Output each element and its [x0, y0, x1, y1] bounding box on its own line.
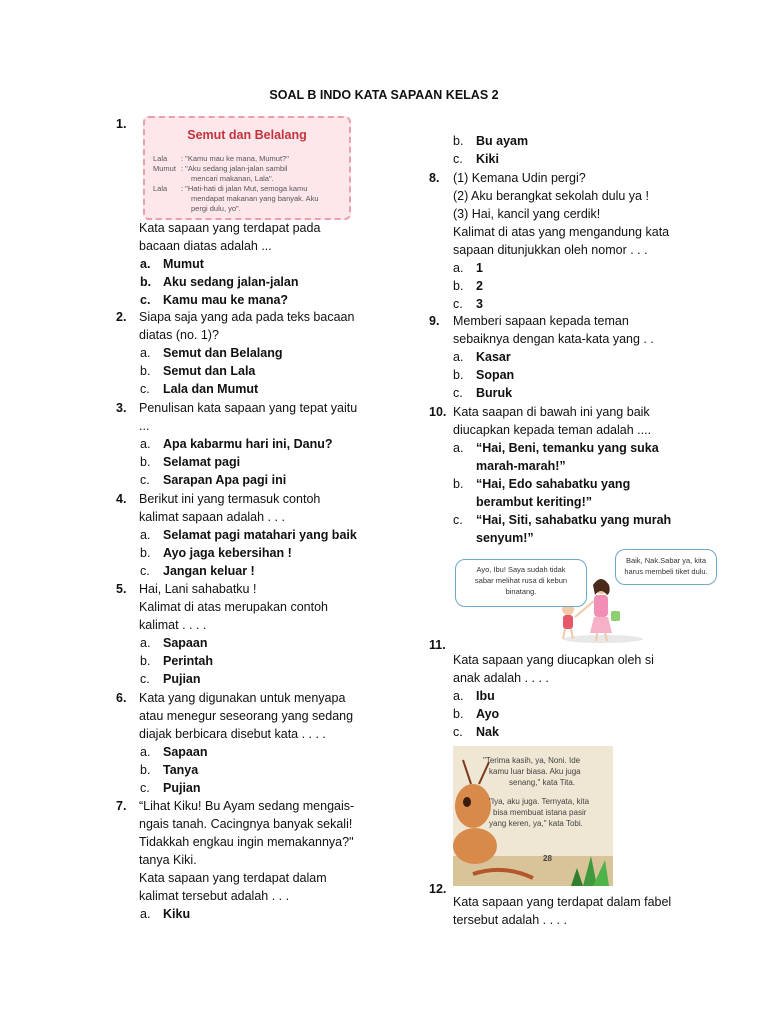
option-text: 2 — [476, 279, 483, 293]
question-stem: Kata yang digunakan untuk menyapa — [139, 691, 346, 705]
story-speech-line: mendapat makanan yang banyak. Aku — [191, 194, 319, 203]
story-speaker: Lala — [153, 154, 168, 163]
option-text: Lala dan Mumut — [163, 382, 259, 396]
option-letter: a. — [140, 437, 151, 451]
option-letter: a. — [453, 261, 464, 275]
option-text: Apa kabarmu hari ini, Danu? — [163, 437, 333, 451]
question-stem: sebaiknya dengan kata-kata yang . . — [453, 332, 654, 346]
option-letter: a. — [140, 745, 151, 759]
page-title: SOAL B INDO KATA SAPAAN KELAS 2 — [269, 88, 499, 102]
question-stem: Kalimat di atas yang mengandung kata — [453, 225, 670, 239]
option-text: Mumut — [163, 257, 204, 271]
option-text: Selamat pagi — [163, 455, 241, 469]
option-text: “Hai, Siti, sahabatku yang murah — [476, 513, 672, 527]
option-letter: b. — [140, 364, 151, 378]
question-stem: tanya Kiki. — [139, 853, 197, 867]
question-number: 1. — [116, 117, 127, 131]
question-number: 5. — [116, 582, 127, 596]
option-letter: a. — [140, 636, 151, 650]
question-stem: Kata saapan di bawah ini yang baik — [453, 405, 650, 419]
story-speaker: Lala — [153, 184, 168, 193]
option-text: Sarapan Apa pagi ini — [163, 473, 287, 487]
question-number: 2. — [116, 310, 127, 324]
fable-text-1 — [483, 755, 581, 788]
option-letter: b. — [140, 455, 151, 469]
fable-line: "Iya, aku juga. Ternyata, kita — [489, 797, 590, 806]
option-text: Nak — [476, 725, 499, 739]
bubble-line: sabar melihat rusa di kebun — [474, 576, 568, 585]
option-text: senyum!” — [476, 531, 534, 545]
option-letter: c. — [140, 672, 150, 686]
question-stem: diucapkan kepada teman adalah .... — [453, 423, 652, 437]
fable-text-2 — [489, 796, 589, 829]
option-text: Semut dan Belalang — [163, 346, 283, 360]
option-letter: c. — [453, 386, 463, 400]
option-letter: b. — [140, 763, 151, 777]
option-letter: b. — [453, 279, 464, 293]
question-stem: (3) Hai, kancil yang cerdik! — [453, 207, 601, 221]
option-text: Semut dan Lala — [163, 364, 256, 378]
option-letter: a. — [140, 346, 151, 360]
question-stem: kalimat sapaan adalah . . . — [139, 510, 285, 524]
option-text: Jangan keluar ! — [163, 564, 255, 578]
question-number: 10. — [429, 405, 447, 419]
option-text: Pujian — [163, 781, 201, 795]
question-stem: Kata sapaan yang terdapat dalam fabel — [453, 895, 672, 909]
question-stem: “Lihat Kiku! Bu Ayam sedang mengais- — [139, 799, 355, 813]
option-text: Kamu mau ke mana? — [163, 293, 289, 307]
option-letter: a. — [453, 441, 464, 455]
option-letter: c. — [453, 297, 463, 311]
question-stem: (1) Kemana Udin pergi? — [453, 171, 586, 185]
question-stem: tersebut adalah . . . . — [453, 913, 567, 927]
option-letter: b. — [453, 707, 464, 721]
option-text: Sopan — [476, 368, 515, 382]
question-stem: diajak berbicara disebut kata . . . . — [139, 727, 326, 741]
option-text: berambut keriting!” — [476, 495, 592, 509]
option-letter: a. — [140, 907, 151, 921]
story-speech-line: pergi dulu, yo". — [191, 204, 241, 213]
fable-line: yang keren, ya," kata Tobi. — [489, 819, 583, 828]
question-number: 8. — [429, 171, 440, 185]
question-stem: kalimat . . . . — [139, 618, 207, 632]
option-letter: b. — [453, 134, 464, 148]
question-stem: (2) Aku berangkat sekolah dulu ya ! — [453, 189, 649, 203]
question-number: 3. — [116, 401, 127, 415]
story-speech-line: : "Aku sedang jalan-jalan sambil — [181, 164, 288, 173]
option-text: “Hai, Beni, temanku yang suka — [476, 441, 659, 455]
question-stem: ... — [139, 419, 150, 433]
option-text: Pujian — [163, 672, 201, 686]
bubble-line: harus membeli tiket dulu. — [624, 567, 708, 576]
option-text: Sapaan — [163, 745, 208, 759]
bubble-line: Baik, Nak.Sabar ya, kita — [625, 556, 707, 565]
story-title: Semut dan Belalang — [187, 128, 307, 142]
fable-page-illustration — [453, 746, 613, 886]
fable-line: "Terima kasih, ya, Noni. Ide — [483, 756, 581, 765]
question-number: 9. — [429, 314, 440, 328]
option-letter: b. — [453, 368, 464, 382]
question-number: 6. — [116, 691, 127, 705]
question-stem: Penulisan kata sapaan yang tepat yaitu — [139, 401, 358, 415]
mother-speech-bubble — [615, 549, 717, 585]
option-letter: b. — [140, 654, 151, 668]
option-text: Aku sedang jalan-jalan — [163, 275, 299, 289]
option-letter: c. — [453, 513, 463, 527]
option-text: Selamat pagi matahari yang baik — [163, 528, 357, 542]
option-letter: a. — [140, 528, 151, 542]
option-letter: c. — [140, 382, 150, 396]
question-stem: Kalimat di atas merupakan contoh — [139, 600, 328, 614]
option-text: Perintah — [163, 654, 214, 668]
fable-line: senang," kata Tita. — [509, 778, 575, 787]
option-letter: c. — [453, 152, 463, 166]
question-stem: ngais tanah. Cacingnya banyak sekali! — [139, 817, 353, 831]
question-number: 7. — [116, 799, 127, 813]
option-text: marah-marah!” — [476, 459, 566, 473]
fable-page-number: 28 — [543, 854, 552, 863]
option-text: Ibu — [476, 689, 495, 703]
option-letter: a. — [453, 350, 464, 364]
bubble-line: binatang. — [505, 587, 537, 596]
option-letter: a. — [140, 257, 151, 271]
option-letter: c. — [453, 725, 463, 739]
question-stem: sapaan ditunjukkan oleh nomor . . . — [453, 243, 648, 257]
option-letter: c. — [140, 781, 150, 795]
story-speech-line: mencari makanan, Lala". — [191, 174, 274, 183]
fable-line: kamu luar biasa. Aku juga — [489, 767, 581, 776]
option-text: 1 — [476, 261, 483, 275]
option-text: “Hai, Edo sahabatku yang — [476, 477, 631, 491]
option-letter: b. — [140, 546, 151, 560]
option-text: Kasar — [476, 350, 511, 364]
option-text: Buruk — [476, 386, 513, 400]
question-stem: Tidakkah engkau ingin memakannya?" — [139, 835, 354, 849]
option-letter: b. — [453, 477, 464, 491]
question-stem: Siapa saja yang ada pada teks bacaan — [139, 310, 355, 324]
question-number: 11. — [429, 638, 446, 652]
mother-child-illustration — [453, 547, 718, 644]
question-stem: atau menegur seseorang yang sedang — [139, 709, 354, 723]
option-text: 3 — [476, 297, 483, 311]
option-text: Tanya — [163, 763, 199, 777]
story-box-image — [143, 116, 351, 220]
question-stem: Memberi sapaan kepada teman — [453, 314, 629, 328]
question-number: 4. — [116, 492, 127, 506]
option-text: Ayo — [476, 707, 500, 721]
option-text: Kiku — [163, 907, 191, 921]
question-number: 12. — [429, 882, 447, 896]
bubble-line: Ayo, Ibu! Saya sudah tidak — [476, 565, 566, 574]
question-stem: Kata sapaan yang terdapat dalam — [139, 871, 327, 885]
option-letter: c. — [140, 564, 150, 578]
option-text: Sapaan — [163, 636, 208, 650]
question-stem: diatas (no. 1)? — [139, 328, 219, 342]
option-letter: b. — [140, 275, 152, 289]
fable-line: bisa membuat istana pasir — [493, 808, 587, 817]
question-stem: Hai, Lani sahabatku ! — [139, 582, 257, 596]
option-text: Kiki — [476, 152, 499, 166]
story-speech-line: : "Hati-hati di jalan Mut, semoga kamu — [181, 184, 308, 193]
question-stem: kalimat tersebut adalah . . . — [139, 889, 290, 903]
option-letter: c. — [140, 293, 151, 307]
question-stem: Berikut ini yang termasuk contoh — [139, 492, 321, 506]
child-speech-bubble — [455, 559, 587, 607]
question-stem: bacaan diatas adalah ... — [139, 239, 272, 253]
option-text: Ayo jaga kebersihan ! — [163, 546, 292, 560]
option-letter: a. — [453, 689, 464, 703]
question-stem: Kata sapaan yang diucapkan oleh si — [453, 653, 654, 667]
question-stem: anak adalah . . . . — [453, 671, 549, 685]
option-text: Bu ayam — [476, 134, 529, 148]
story-speech-line: : "Kamu mau ke mana, Mumut?" — [181, 154, 289, 163]
option-letter: c. — [140, 473, 150, 487]
question-stem: Kata sapaan yang terdapat pada — [139, 221, 321, 235]
story-speaker: Mumut — [153, 164, 176, 173]
